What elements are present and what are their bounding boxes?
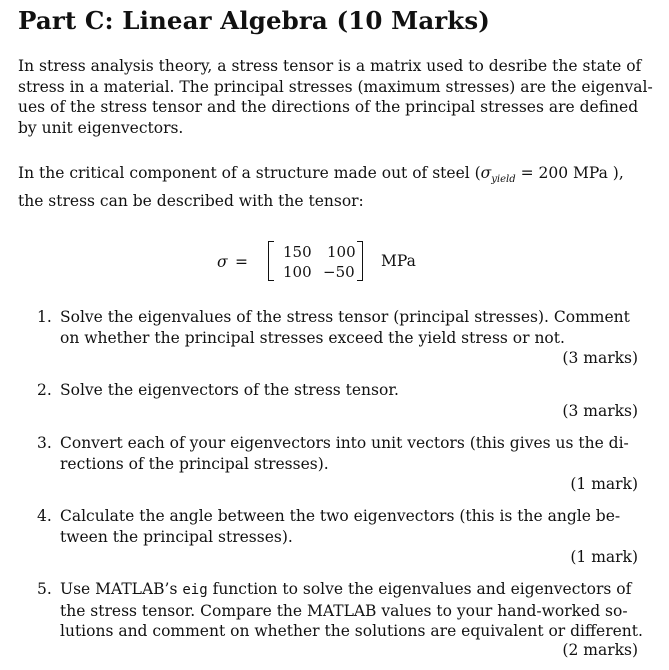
question-text-part: Use MATLAB’s [60,580,183,598]
intro-line: In stress analysis theory, a stress tensor is a matrix used to desribe the state of [18,57,642,75]
yield-value: = 200 MPa ), [515,164,624,182]
sigma-symbol: σ [480,164,492,182]
yield-subscript: yield [491,174,516,186]
matlab-eig-code: eig [182,582,208,598]
right-bracket [357,241,363,281]
question-number: 4. [37,507,52,525]
equals-sign: = [235,253,248,271]
question-text-part: function to solve the eigenvalues and eigenvectors of [207,580,632,598]
question-number: 1. [37,308,52,326]
question-text [60,506,621,547]
question-marks: (1 mark) [570,548,638,566]
question-text [60,307,630,348]
question-number: 5. [37,580,52,598]
tensor-unit: MPa [381,252,416,270]
question-line: tween the principal stresses). [60,527,293,546]
question-marks: (3 marks) [562,349,638,367]
left-bracket [268,241,274,281]
question-marks: (1 mark) [570,475,638,493]
section-title: Part C: Linear Algebra (10 Marks) [18,6,490,35]
question-line: lutions and comment on whether the solutions are equivalent or different. [60,622,643,640]
question-line: the stress tensor. Compare the MATLAB values to your hand-worked so- [60,601,628,620]
context-line-2: the stress can be described with the tensor: [18,191,364,210]
context-paragraph [18,163,624,211]
question-marks: (2 marks) [562,641,638,659]
context-text: In the critical component of a structure made out of steel ( [18,164,481,182]
question-number: 2. [37,381,52,399]
question-line: Convert each of your eigenvectors into unit vectors (this gives us the di- [60,434,629,452]
question-line: rections of the principal stresses). [60,454,329,473]
intro-line: ues of the stress tensor and the directions of the principal stresses are defined [18,98,639,116]
question-text [60,380,610,401]
question-text [60,433,629,474]
matrix-cell-r1c1: 150 [283,243,312,261]
question-line: Solve the eigenvectors of the stress tensor. [60,381,399,399]
matrix-cell-r2c1: 100 [283,263,312,281]
intro-line: stress in a material. The principal stresses (maximum stresses) are the eigenval- [18,77,653,96]
question-marks: (3 marks) [562,402,638,420]
question-line: on whether the principal stresses exceed the yield stress or not. [60,328,565,347]
question-line: Solve the eigenvalues of the stress tensor (principal stresses). Comment [60,308,630,326]
tensor-symbol: σ [217,253,228,271]
question-number: 3. [37,434,52,452]
question-text [60,579,643,642]
matrix-cell-r1c2: 100 [327,243,356,261]
matrix-cell-r2c2: −50 [323,263,355,281]
question-line: Calculate the angle between the two eigenvectors (this is the angle be- [60,507,621,525]
intro-line: by unit eigenvectors. [18,118,184,137]
question-line [60,579,632,601]
intro-paragraph [18,56,653,138]
context-line-1 [18,163,624,191]
